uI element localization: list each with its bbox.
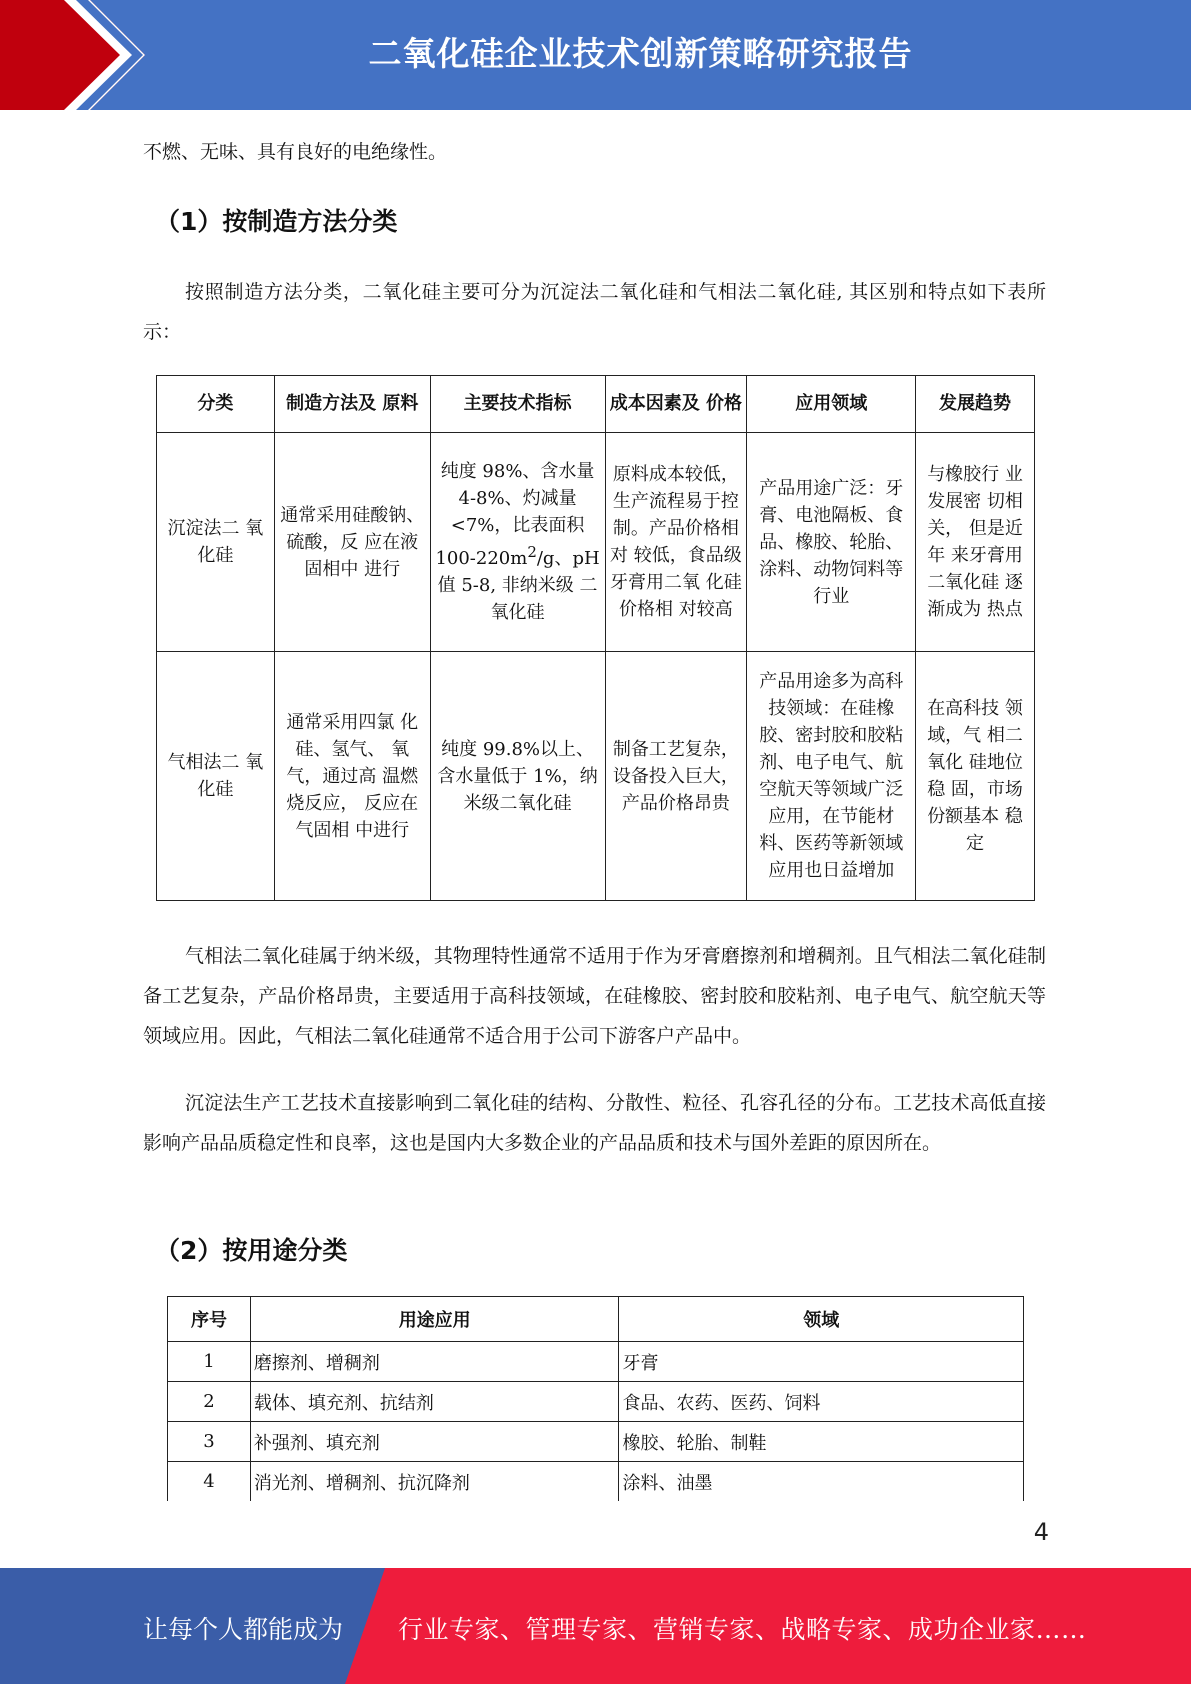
intro-line: 不燃、无味、具有良好的电绝缘性。: [143, 141, 448, 163]
paragraph-fumed-silica: 气相法二氧化硅属于纳米级，其物理特性通常不适用于作为牙膏磨擦剂和增稠剂。且气相法二氧化硅制备工艺复杂，产品价格昂贵，主要适用于高科技领域，在硅橡胶、密封胶和胶粘剂、电子电气、航空航天等领域应用。因此，气相法二氧化硅通常不适合用于公司下游客户产品中。: [143, 945, 1046, 1047]
page-number: 4: [1033, 1518, 1049, 1546]
header-cell: 领域: [619, 1297, 1024, 1342]
section2-heading: （2）按用途分类: [155, 1236, 348, 1265]
header-cell: 主要技术指标: [430, 376, 605, 433]
index-cell: 2: [168, 1382, 251, 1422]
category-cell: 沉淀法二 氧化硅: [157, 433, 275, 652]
table-row: [157, 433, 1035, 652]
specs-text: /g、pH 值 5-8, 非纳米级 二氧化硅: [437, 548, 600, 623]
field-cell: 牙膏: [619, 1342, 1024, 1382]
specs-cell: 纯度 99.8%以上、含水量低于 1%，纳米级二氧化硅: [430, 652, 605, 901]
field-cell: 橡胶、轮胎、制鞋: [619, 1422, 1024, 1462]
footer-slogan-right: 行业专家、管理专家、营销专家、战略专家、成功企业家……: [398, 1615, 1087, 1644]
cost-cell: 原料成本较低，生产流程易于控制。产品价格相对 较低，食品级牙膏用二氧 化硅价格相 对较高: [605, 433, 747, 652]
footer-slogan-left: 让每个人都能成为: [143, 1615, 344, 1644]
header-cell: 制造方法及 原料: [274, 376, 430, 433]
header-cell: 应用领域: [747, 376, 916, 433]
index-cell: 4: [168, 1462, 251, 1502]
specs-cell: [430, 433, 605, 652]
table-row: [157, 652, 1035, 901]
method-cell: 通常采用硅酸钠、硫酸，反 应在液固相中 进行: [274, 433, 430, 652]
method-cell: 通常采用四氯 化硅、氢气、 氧气，通过高 温燃烧反应， 反应在气固相 中进行: [274, 652, 430, 901]
table-row: [168, 1422, 1024, 1462]
index-cell: 1: [168, 1342, 251, 1382]
header-cell: 成本因素及 价格: [605, 376, 747, 433]
classification-table: [156, 375, 1035, 901]
section1-heading: （1）按制造方法分类: [155, 207, 398, 236]
paragraph-precipitated-silica: 沉淀法生产工艺技术直接影响到二氧化硅的结构、分散性、粒径、孔容孔径的分布。工艺技术高低直接影响产品品质稳定性和良率，这也是国内大多数企业的产品品质和技术与国外差距的原因所在。: [143, 1092, 1046, 1154]
header-cell: 发展趋势: [916, 376, 1035, 433]
table-row: [168, 1382, 1024, 1422]
section1-lead: 按照制造方法分类，二氧化硅主要可分为沉淀法二氧化硅和气相法二氧化硅, 其区别和特点如下表所示：: [143, 281, 1046, 343]
table-row: [168, 1342, 1024, 1382]
table-row: [168, 1462, 1024, 1502]
trend-cell: 与橡胶行 业发展密 切相关， 但是近年 来牙膏用二氧化硅 逐渐成为 热点: [916, 433, 1035, 652]
field-cell: 食品、农药、医药、饲料: [619, 1382, 1024, 1422]
header-banner: [0, 0, 1191, 110]
superscript: 2: [527, 543, 537, 561]
table-header-row: [157, 376, 1035, 433]
trend-cell: 在高科技 领域，气 相二氧化 硅地位稳 固，市场份额基本 稳定: [916, 652, 1035, 901]
use-cell: 消光剂、增稠剂、抗沉降剂: [250, 1462, 619, 1502]
application-cell: 产品用途多为高科技领域：在硅橡胶、密封胶和胶粘剂、电子电气、航空航天等领域广泛应用，在节能材料、医药等新领域应用也日益增加: [747, 652, 916, 901]
report-title: 二氧化硅企业技术创新策略研究报告: [368, 34, 913, 73]
specs-text: 纯度 98%、含水量 4-8%、灼减量<7%，比表面积 100-220m: [435, 461, 595, 569]
footer-banner: [0, 1568, 1191, 1684]
header-cell: 用途应用: [250, 1297, 619, 1342]
header-cell: 分类: [157, 376, 275, 433]
use-cell: 补强剂、填充剂: [250, 1422, 619, 1462]
field-cell: 涂料、油墨: [619, 1462, 1024, 1502]
table-header-row: [168, 1297, 1024, 1342]
application-cell: 产品用途广泛：牙膏、电池隔板、食品、橡胶、轮胎、涂料、动物饲料等行业: [747, 433, 916, 652]
index-cell: 3: [168, 1422, 251, 1462]
usage-table: [167, 1296, 1024, 1501]
cost-cell: 制备工艺复杂，设备投入巨大，产品价格昂贵: [605, 652, 747, 901]
use-cell: 磨擦剂、增稠剂: [250, 1342, 619, 1382]
use-cell: 载体、填充剂、抗结剂: [250, 1382, 619, 1422]
header-cell: 序号: [168, 1297, 251, 1342]
category-cell: 气相法二 氧化硅: [157, 652, 275, 901]
